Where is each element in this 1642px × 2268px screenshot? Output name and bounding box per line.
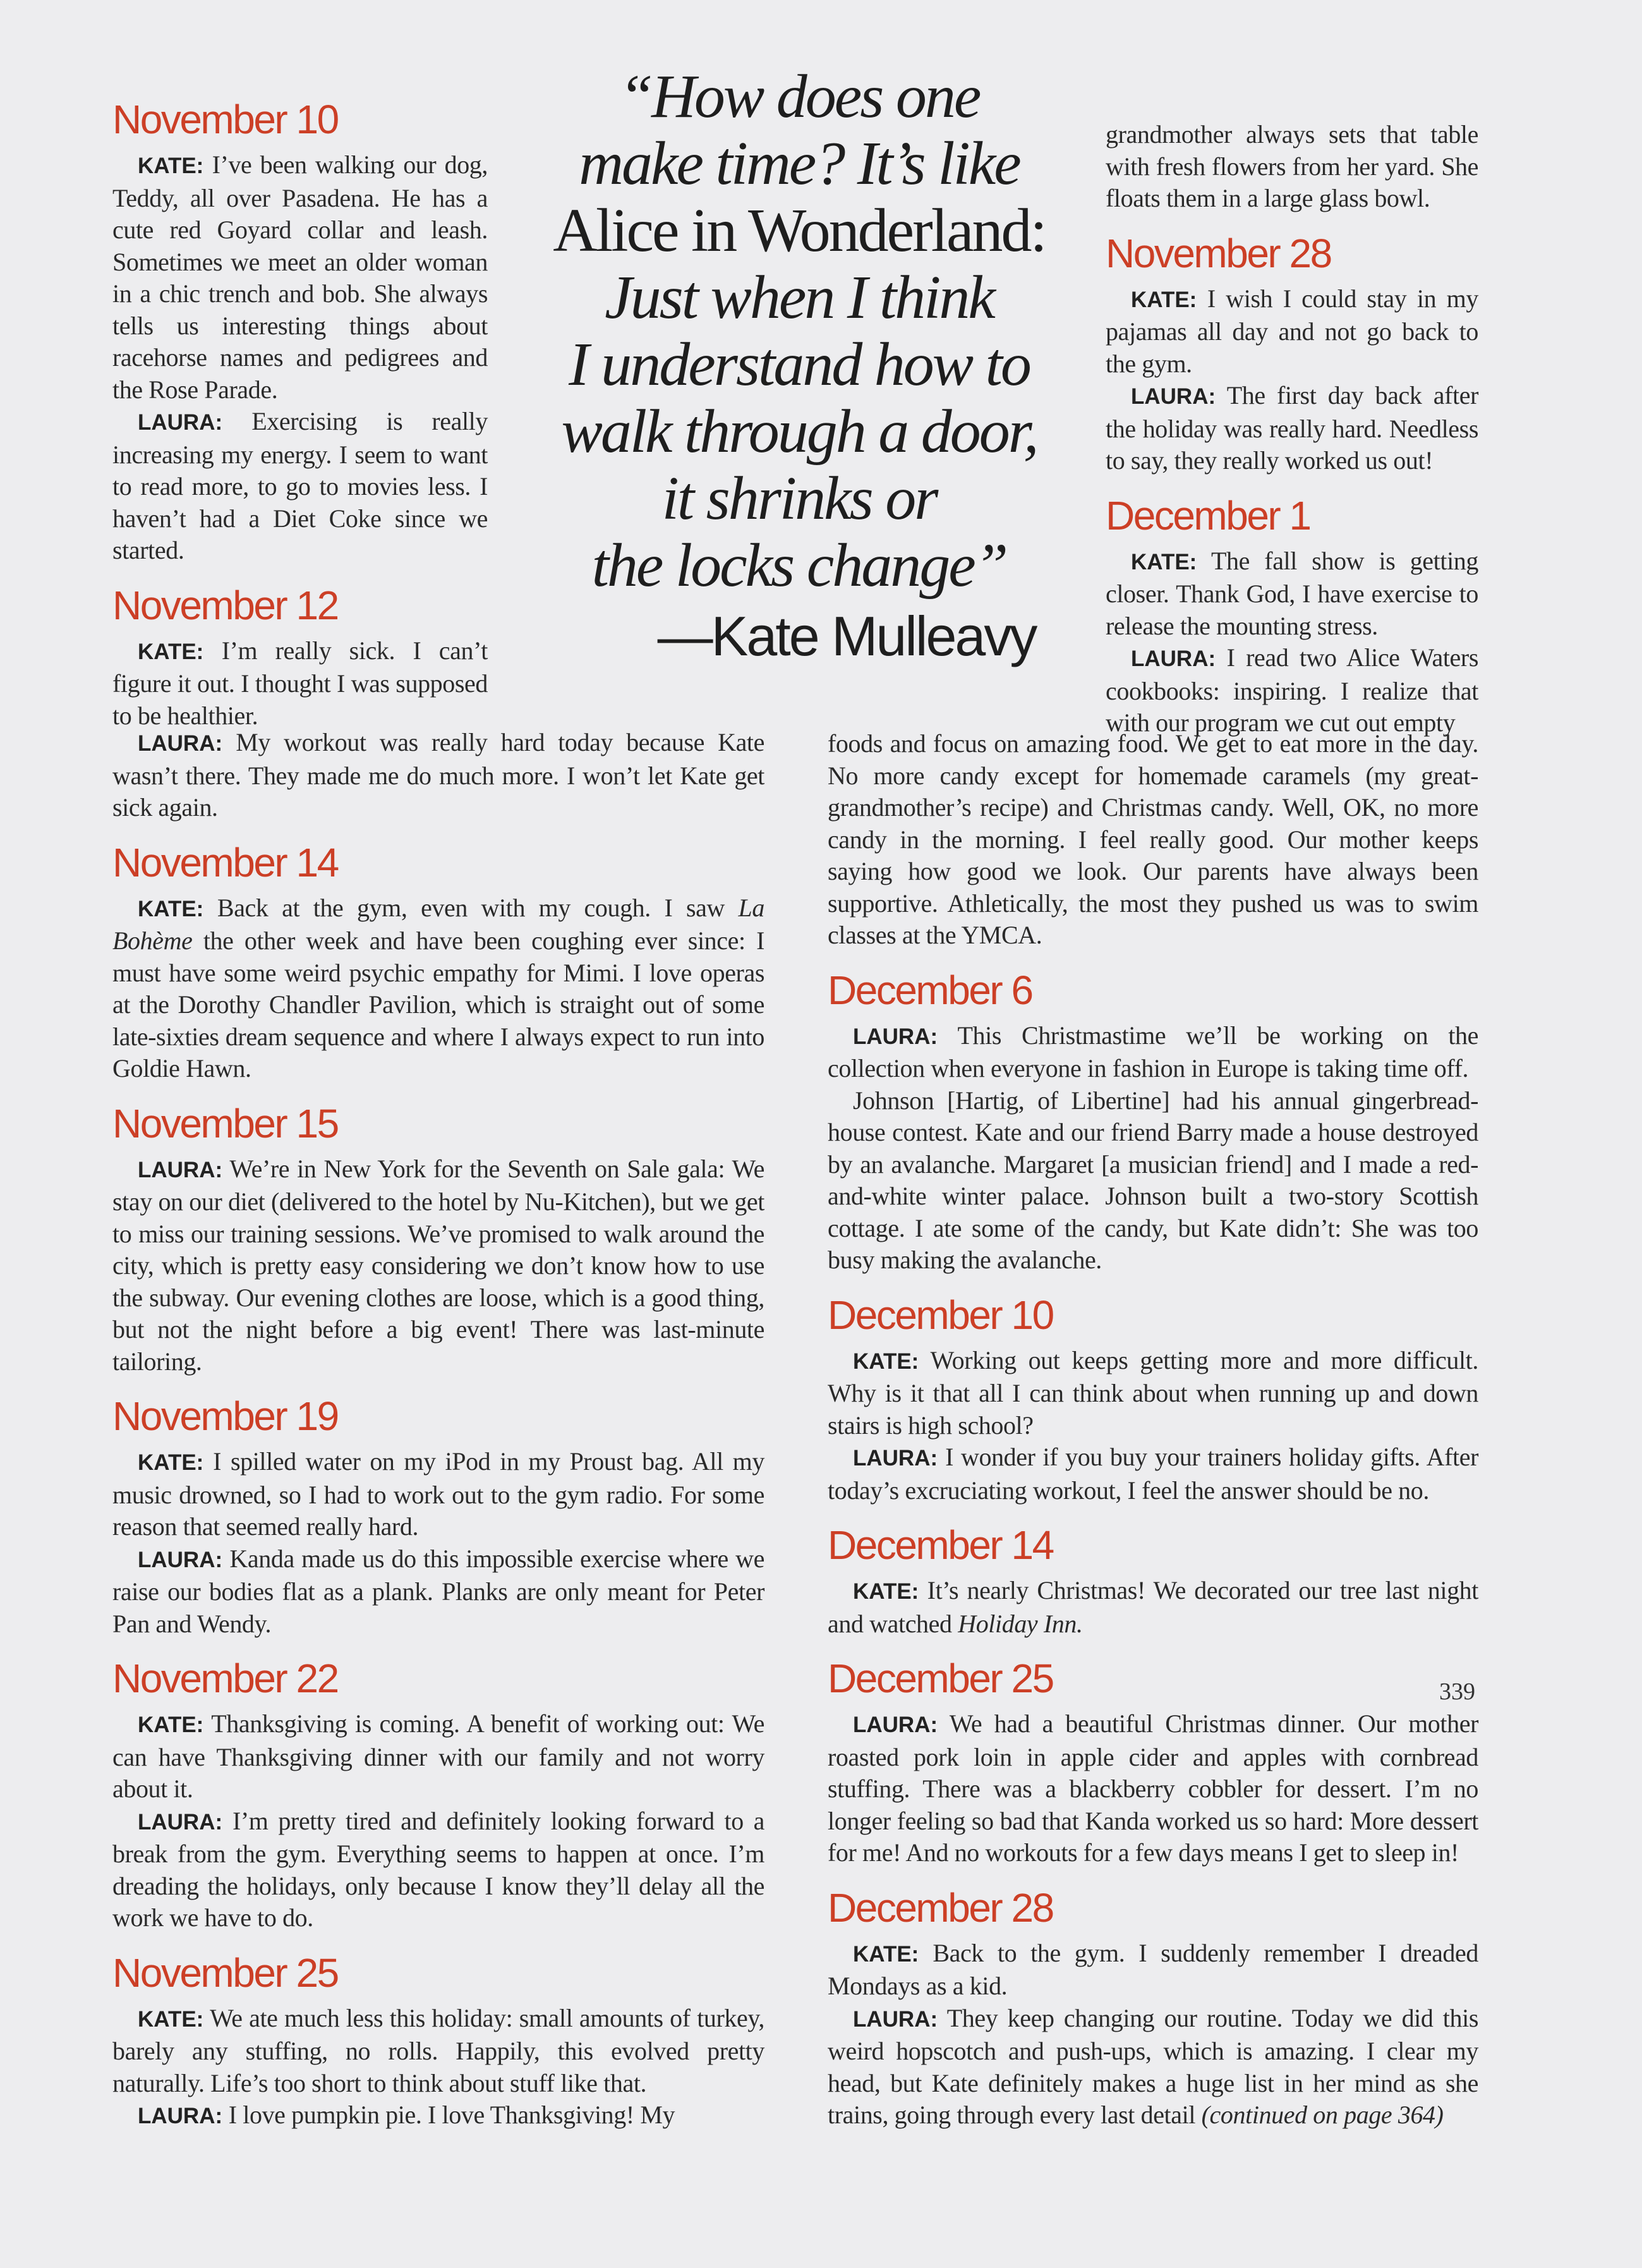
entry-text: I wish I could stay in my pajamas all day and not go back to the gym. [1106,284,1478,378]
date-heading: November 12 [112,582,338,628]
date-heading: December 28 [828,1884,1053,1931]
diary-section [112,581,488,732]
diary-entry [112,1446,764,1543]
entry-text: I read two Alice Waters cookbooks: inspiring. I realize that with our program we cut out empty [1106,643,1478,737]
entry-text: the other week and have been coughing ever since: I must have some weird psychic empathy for Mimi. I love operas at the Dorothy Chandler Pavilion, which is straight out of some late-sixties dream sequence and where I always expect to run into Goldie Hawn. [112,926,764,1082]
diary-entry [112,1708,764,1805]
date-heading: December 6 [828,967,1032,1013]
entry-text: The fall show is getting closer. Thank God, I have exercise to release the mounting stress. [1106,546,1478,640]
pull-quote [505,63,1093,671]
date-heading: December 14 [828,1522,1053,1568]
entry-text: Johnson [Hartig, of Libertine] had his annual gingerbread-house contest. Kate and our friend Barry made a house destroyed by an avalanche. Margaret [a musician friend] and I made a red-and-white winter palace. Johnson built a two-story Scottish cottage. I ate some of the candy, but Kate didn’t: She was too busy making the avalanche. [828,1086,1478,1274]
speaker-label: KATE: [1131,549,1197,574]
diary-section [112,95,488,567]
diary-entry [112,406,488,567]
date-heading: November 15 [112,1100,338,1146]
entry-text: foods and focus on amazing food. We get to eat more in the day. No more candy except for homemade caramels (my great-grandmother’s recipe) and Christmas candy. Well, OK, no more candy in the morning. I feel really good. Our mother keeps saying how good we look. Our parents have always been supportive. Athletically, the most they pushed us was to swim classes at the YMCA. [828,729,1478,949]
diary-section [828,1290,1478,1507]
speaker-label: KATE: [138,639,204,664]
quote-line: walk through a door, [561,397,1037,466]
quote-line: “How does one [619,63,980,131]
speaker-label: LAURA: [1131,384,1216,409]
entry-text: I wonder if you buy your trainers holiday gifts. After today’s excruciating workout, I feel the answer should be no. [828,1443,1478,1505]
entry-text: My workout was really hard today because Kate wasn’t there. They made me do much more. I won’t let Kate get sick again. [112,728,764,822]
quote-line: make time? It’s like [579,130,1020,198]
diary-section [828,966,1478,1277]
entry-text: Working out keeps getting more and more difficult. Why is it that all I can think about when running up and down stairs is high school? [828,1345,1478,1440]
page-number: 339 [1439,1678,1475,1705]
diary-section [112,838,764,1085]
diary-section [112,1948,764,2133]
entry-text: I’m really sick. I can’t figure it out. I thought I was supposed to be healthier. [112,636,488,730]
speaker-label: KATE: [138,2006,204,2032]
date-heading: November 22 [112,1656,338,1701]
date-heading: November 25 [112,1950,338,1996]
speaker-label: LAURA: [138,410,223,435]
diary-entry [828,1575,1478,1640]
entry-text: The first day back after the holiday was really hard. Needless to say, they really worked us out! [1106,381,1478,475]
entry-text: It’s nearly Christmas! We decorated our tree last night and watched [828,1576,1478,1638]
speaker-label: LAURA: [138,1157,223,1182]
italic-text: Holiday Inn. [958,1609,1083,1638]
diary-entry [828,2003,1478,2132]
date-heading: December 10 [828,1292,1053,1338]
entry-text: They keep changing our routine. Today we did this weird hopscotch and push-ups, which is amazing. I clear my head, but Kate definitely makes a huge list in her mind as she trains, going through every last detail [828,2003,1478,2129]
diary-entry [1106,119,1478,215]
diary-entry [1106,380,1478,477]
quote-line: Alice in Wonderland: [553,197,1046,265]
quote-line: it shrinks or [661,464,937,533]
diary-entry [828,1441,1478,1507]
diary-section [112,1099,764,1378]
date-heading: November 14 [112,839,338,885]
right-column [828,728,1478,2132]
diary-entry [112,1543,764,1640]
right-column-top [1106,119,1478,739]
speaker-label: KATE: [138,896,204,921]
diary-section [112,1654,764,1934]
speaker-label: LAURA: [853,2006,938,2032]
diary-section [112,1392,764,1640]
entry-text: I love pumpkin pie. I love Thanksgiving! My [222,2101,675,2129]
speaker-label: LAURA: [853,1713,938,1737]
diary-section [1106,119,1478,215]
speaker-label: KATE: [1131,287,1197,312]
entry-text: Back at the gym, even with my cough. I saw [203,893,739,922]
diary-section [828,1520,1478,1640]
speaker-label: KATE: [138,1450,204,1475]
diary-section [828,1654,1478,1869]
diary-entry [112,727,764,824]
speaker-label: LAURA: [138,731,223,756]
diary-entry [828,1708,1478,1869]
speaker-label: LAURA: [138,1547,223,1572]
diary-entry [112,635,488,732]
diary-entry [112,1805,764,1934]
entry-text: I’m pretty tired and definitely looking forward to a break from the gym. Everything seems to happen at once. I’m dreading the holidays, only because I know they’ll delay all the work we have to do. [112,1806,764,1932]
entry-text: I spilled water on my iPod in my Proust bag. All my music drowned, so I had to work out to the gym radio. For some reason that seemed really hard. [112,1447,764,1541]
italic-text: (continued on page 364) [1201,2101,1444,2129]
diary-entry [112,892,764,1085]
left-column [112,727,764,2133]
italic-text: La Bohème [112,893,764,955]
entry-text: Exercising is really increasing my energy. I seem to want to read more, to go to movies less. I haven’t had a Diet Coke since we started. [112,407,488,564]
diary-entry [1106,283,1478,380]
entry-text: This Christmastime we’ll be working on the collection when everyone in fashion in Europe is taking time off. [828,1021,1478,1082]
diary-entry [112,149,488,406]
date-heading: December 1 [1106,492,1310,538]
diary-section [1106,491,1478,739]
speaker-label: KATE: [853,1349,919,1374]
entry-text: We ate much less this holiday: small amounts of turkey, barely any stuffing, no rolls. Happily, this evolved pretty naturally. Life’s too short to think about stuff like that. [112,2003,764,2097]
diary-entry [828,728,1478,952]
entry-text: We’re in New York for the Seventh on Sale gala: We stay on our diet (delivered to the hotel by Nu-Kitchen), but we get to miss our training sessions. We’ve promised to walk around the city, which is pretty easy considering we don’t know how to use the subway. Our evening clothes are loose, which is a good thing, but not the night before a big event! There was last-minute tailoring. [112,1154,764,1376]
entry-text: I’ve been walking our dog, Teddy, all over Pasadena. He has a cute red Goyard collar and leash. Sometimes we meet an older woman in a chic trench and bob. She always tells us interesting things about racehorse names and pedigrees and the Rose Parade. [112,150,488,404]
entry-text: Kanda made us do this impossible exercise where we raise our bodies flat as a plank. Planks are only meant for Peter Pan and Wendy. [112,1544,764,1638]
speaker-label: KATE: [138,1713,204,1737]
diary-entry [112,1153,764,1378]
quote-attribution: —Kate Mulleavy [657,605,1036,667]
diary-section [112,727,764,824]
speaker-label: LAURA: [1131,646,1216,671]
diary-entry [1106,545,1478,643]
quote-line: I understand how to [569,330,1030,399]
speaker-label: KATE: [138,154,204,178]
entry-text: Thanksgiving is coming. A benefit of working out: We can have Thanksgiving dinner with our family and not worry about it. [112,1709,764,1803]
entry-text: We had a beautiful Christmas dinner. Our mother roasted pork loin in apple cider and apples with cornbread stuffing. There was a blackberry cobbler for dessert. I’m no longer feeling so bad that Kanda worked us so hard: More dessert for me! And no workouts for a few days means I get to sleep in! [828,1709,1478,1867]
speaker-label: LAURA: [853,1024,938,1049]
speaker-label: KATE: [853,1941,919,1967]
diary-entry [1106,642,1478,739]
date-heading: December 25 [828,1656,1053,1701]
speaker-label: LAURA: [853,1446,938,1471]
diary-section [828,1883,1478,2132]
diary-entry [828,1938,1478,2003]
quote-line: the locks change” [591,531,1007,600]
left-column-top [112,95,488,732]
diary-entry [828,1085,1478,1277]
date-heading: November 19 [112,1393,338,1439]
speaker-label: LAURA: [138,2104,223,2128]
date-heading: November 28 [1106,230,1331,276]
speaker-label: LAURA: [138,1809,223,1834]
date-heading: November 10 [112,97,338,142]
entry-text: grandmother always sets that table with fresh flowers from her yard. She floats them in a large glass bowl. [1106,120,1478,212]
diary-section [1106,229,1478,477]
entry-text: Back to the gym. I suddenly remember I dreaded Mondays as a kid. [828,1938,1478,2000]
diary-entry [828,1020,1478,1085]
diary-section [828,728,1478,952]
diary-entry [828,1345,1478,1442]
diary-entry [112,2003,764,2100]
speaker-label: KATE: [853,1579,919,1604]
diary-entry [112,2099,764,2133]
quote-line: Just when I think [605,264,994,332]
